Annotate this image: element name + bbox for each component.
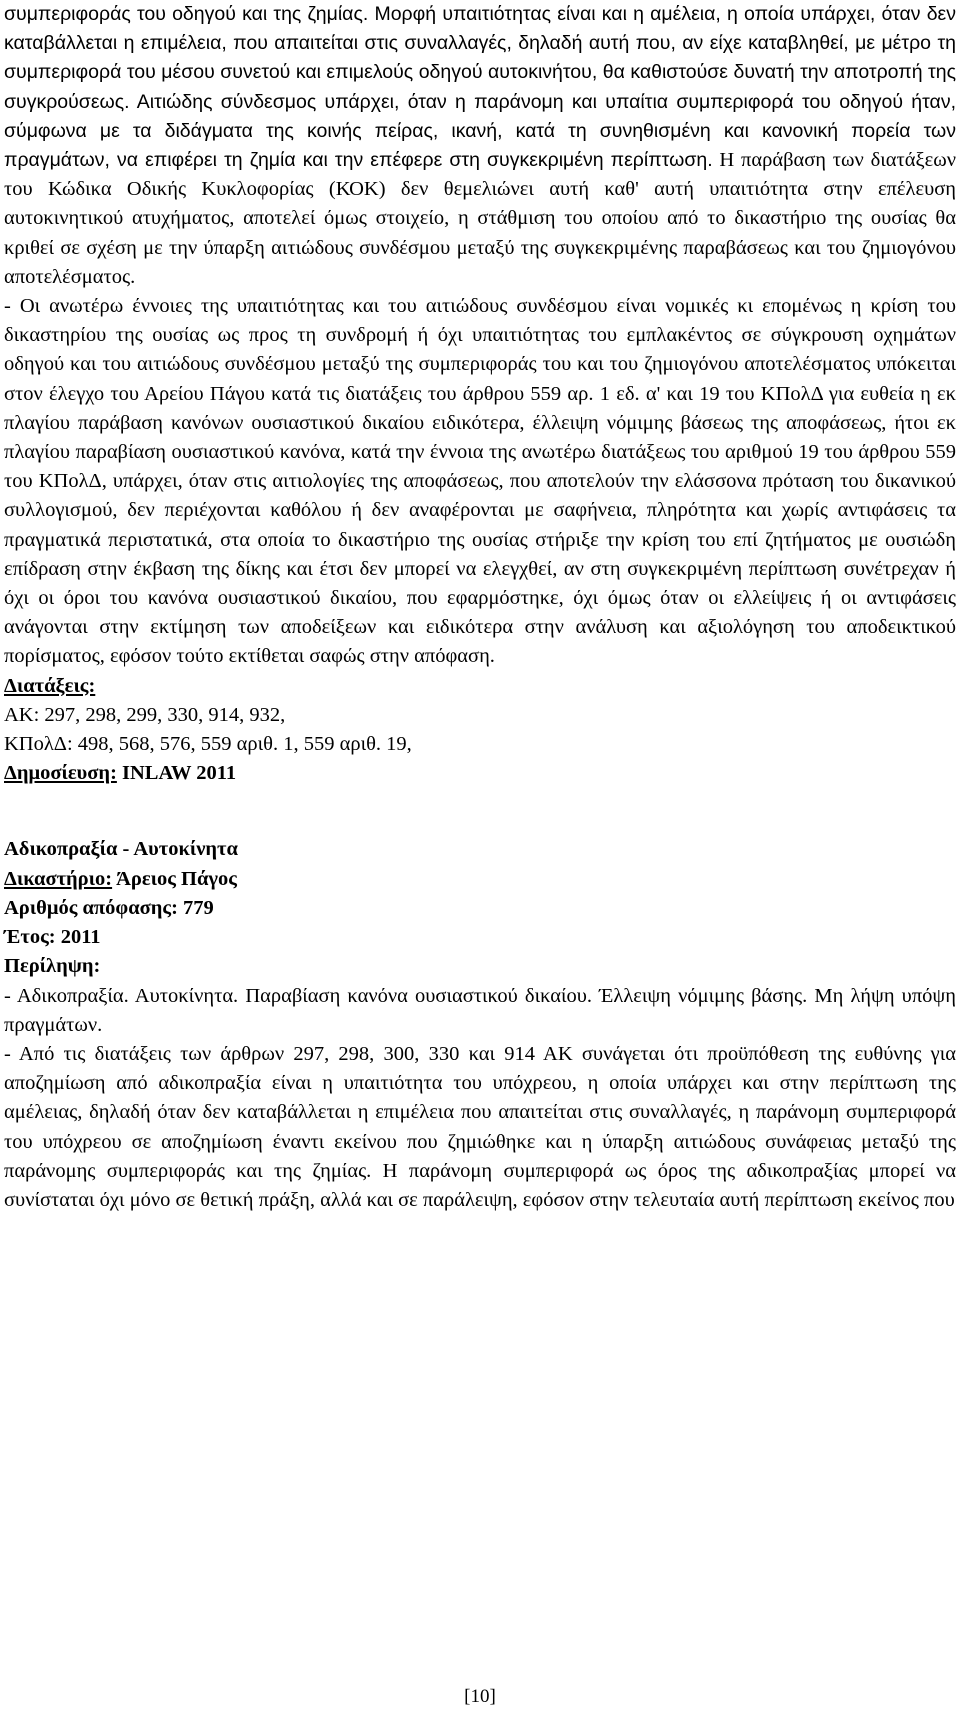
court-value: Άρειος Πάγος bbox=[112, 867, 237, 890]
provisions-ak: ΑΚ: 297, 298, 299, 330, 914, 932, bbox=[4, 703, 286, 726]
decision-number-label: Αριθμός απόφασης: bbox=[4, 896, 178, 919]
section-gap bbox=[4, 788, 956, 835]
court-label: Δικαστήριο: bbox=[4, 867, 113, 890]
decision-number-line bbox=[4, 894, 956, 923]
summary-paragraph-1: - Αδικοπραξία. Αυτοκίνητα. Παραβίαση κανόνα ουσιαστικού δικαίου. Έλλειψη νόμιμης βάσης. Μη λήψη υπόψη πραγμάτων. bbox=[4, 984, 956, 1036]
page-number: [10] bbox=[464, 1686, 496, 1707]
provisions-heading: Διατάξεις: bbox=[4, 674, 96, 697]
year-line bbox=[4, 923, 956, 952]
publication-label: Δημοσίευση: bbox=[4, 762, 117, 785]
decision-number-value: 779 bbox=[177, 896, 214, 919]
year-value: 2011 bbox=[55, 926, 101, 949]
paragraph-sans-part: συμπεριφοράς του οδηγού και της ζημίας. Μορφή υπαιτιότητας είναι και η αμέλεια, η οποία υπάρχει, όταν δεν καταβάλλεται η επιμέλεια, που απαιτείται στις συναλλαγές, δηλαδή αυτή που, αν είχε καταβληθεί, με μέτρο τη συμπεριφορά του μέσου συνετού και επιμελούς οδηγού αυτοκινήτου, θα καθιστούσε δυνατή την αποτροπή της συγκρούσεως. Αιτιώδης σύνδεσμος υπάρχει, όταν η παράνομη και υπαίτια συμπεριφορά του οδηγού ήταν, σύμφωνα με τα διδάγματα της κοινής πείρας, ικανή, κατά τη συνηθισμένη και κανονική πορεία των πραγμάτων, να επιφέρει τη ζημία και την επέφερε στη συγκεκριμένη περίπτωση. bbox=[4, 3, 956, 172]
paragraph-liability-causation bbox=[4, 0, 956, 292]
court-line bbox=[4, 865, 956, 894]
publication-value: INLAW 2011 bbox=[116, 762, 237, 785]
summary-paragraph-2: - Από τις διατάξεις των άρθρων 297, 298, 300, 330 και 914 ΑΚ συνάγεται ότι προϋπόθεση της ευθύνης για αποζημίωση από αδικοπραξία είναι η υπαιτιότητα του υπόχρεου, η οποία υπάρχει και στην περίπτωση της αμέλειας, δηλαδή όταν δεν καταβάλλεται η επιμέλεια που απαιτείται στις συναλλαγές, η παράνομη συμπεριφορά του υπόχρεου σε αποζημίωση έναντι εκείνου που ζημιώθηκε και η ύπαρξη αιτιώδους συνάφειας μεταξύ της παράνομης συμπεριφοράς και της ζημίας. Η παράνομη συμπεριφορά ως όρος της αδικοπραξίας μπορεί να συνίσταται όχι μόνο σε θετική πράξη, αλλά και σε παράλειψη, εφόσον στην τελευταία αυτή περίπτωση εκείνος που bbox=[4, 1042, 956, 1211]
provisions-kpold: ΚΠολΔ: 498, 568, 576, 559 αριθ. 1, 559 αριθ. 19, bbox=[4, 733, 412, 756]
paragraph-legal-review: - Οι ανωτέρω έννοιες της υπαιτιότητας και του αιτιώδους συνδέσμου είναι νομικές κι επομένως η κρίση του δικαστηρίου της ουσίας ως προς τη συνδρομή ή όχι υπαιτιότητας του εμπλακέντος σε σύγκρουση οχημάτων οδηγού και του αιτιώδους συνδέσμου μεταξύ της συμπεριφοράς του και του ζημιογόνου αποτελέσματος υπόκειται στον έλεγχο του Αρείου Πάγου κατά τις διατάξεις του άρθρου 559 αρ. 1 εδ. α' και 19 του ΚΠολΔ για ευθεία η εκ πλαγίου παράβαση κανόνων ουσιαστικού δικαίου ειδικότερα, έλλειψη νόμιμης βάσεως της αποφάσεως, ήτοι εκ πλαγίου παραβίαση ουσιαστικού κανόνα, κατά την έννοια της ανωτέρω διατάξεως του αριθμού 19 του άρθρου 559 του ΚΠολΔ, υπάρχει, όταν στις αιτιολογίες της αποφάσεως, που αποτελούν την ελάσσονα πρόταση του δικανικού συλλογισμού, δεν περιέχονται καθόλου ή δεν αναφέρονται με σαφήνεια, πληρότητα και χωρίς αντιφάσεις τα πραγματικά περιστατικά, στα οποία το δικαστήριο της ουσίας στήριξε την κρίση του επί ζητήματος με ουσιώδη επίδραση στην έκβαση της δίκης και έτσι δεν μπορεί να ελεγχθεί, αν στη συγκεκριμένη περίπτωση συνέτρεχαν ή όχι οι όροι του κανόνα ουσιαστικού δικαίου, που εφαρμόστηκε, όχι όμως όταν οι ελλείψεις ή οι αντιφάσεις ανάγονται στην εκτίμηση των αποδείξεων και ειδικότερα στην ανάλυση και αξιολόγηση του αποδεικτικού πορίσματος, εφόσον τούτο εκτίθεται σαφώς στην απόφαση. bbox=[4, 295, 956, 668]
case-title: Αδικοπραξία - Αυτοκίνητα bbox=[4, 838, 238, 861]
year-label: Έτος: bbox=[4, 926, 56, 949]
publication-line bbox=[4, 759, 956, 788]
document-page bbox=[4, 0, 956, 1215]
summary-label: Περίληψη: bbox=[4, 955, 101, 978]
paragraph-serif-part: Η παράβαση των διατάξεων του Κώδικα Οδικής Κυκλοφορίας (ΚΟΚ) δεν θεμελιώνει αυτή καθ' αυτή υπαιτιότητα στην επέλευση αυτοκινητικού ατυχήματος, αποτελεί όμως στοιχείο, η στάθμιση του οποίου από το δικαστήριο της ουσίας θα κριθεί σε σχέση με την ύπαρξη αιτιώδους συνδέσμου μεταξύ της συγκεκριμένης παραβάσεως και του ζημιογόνου αποτελέσματος. bbox=[4, 149, 956, 288]
